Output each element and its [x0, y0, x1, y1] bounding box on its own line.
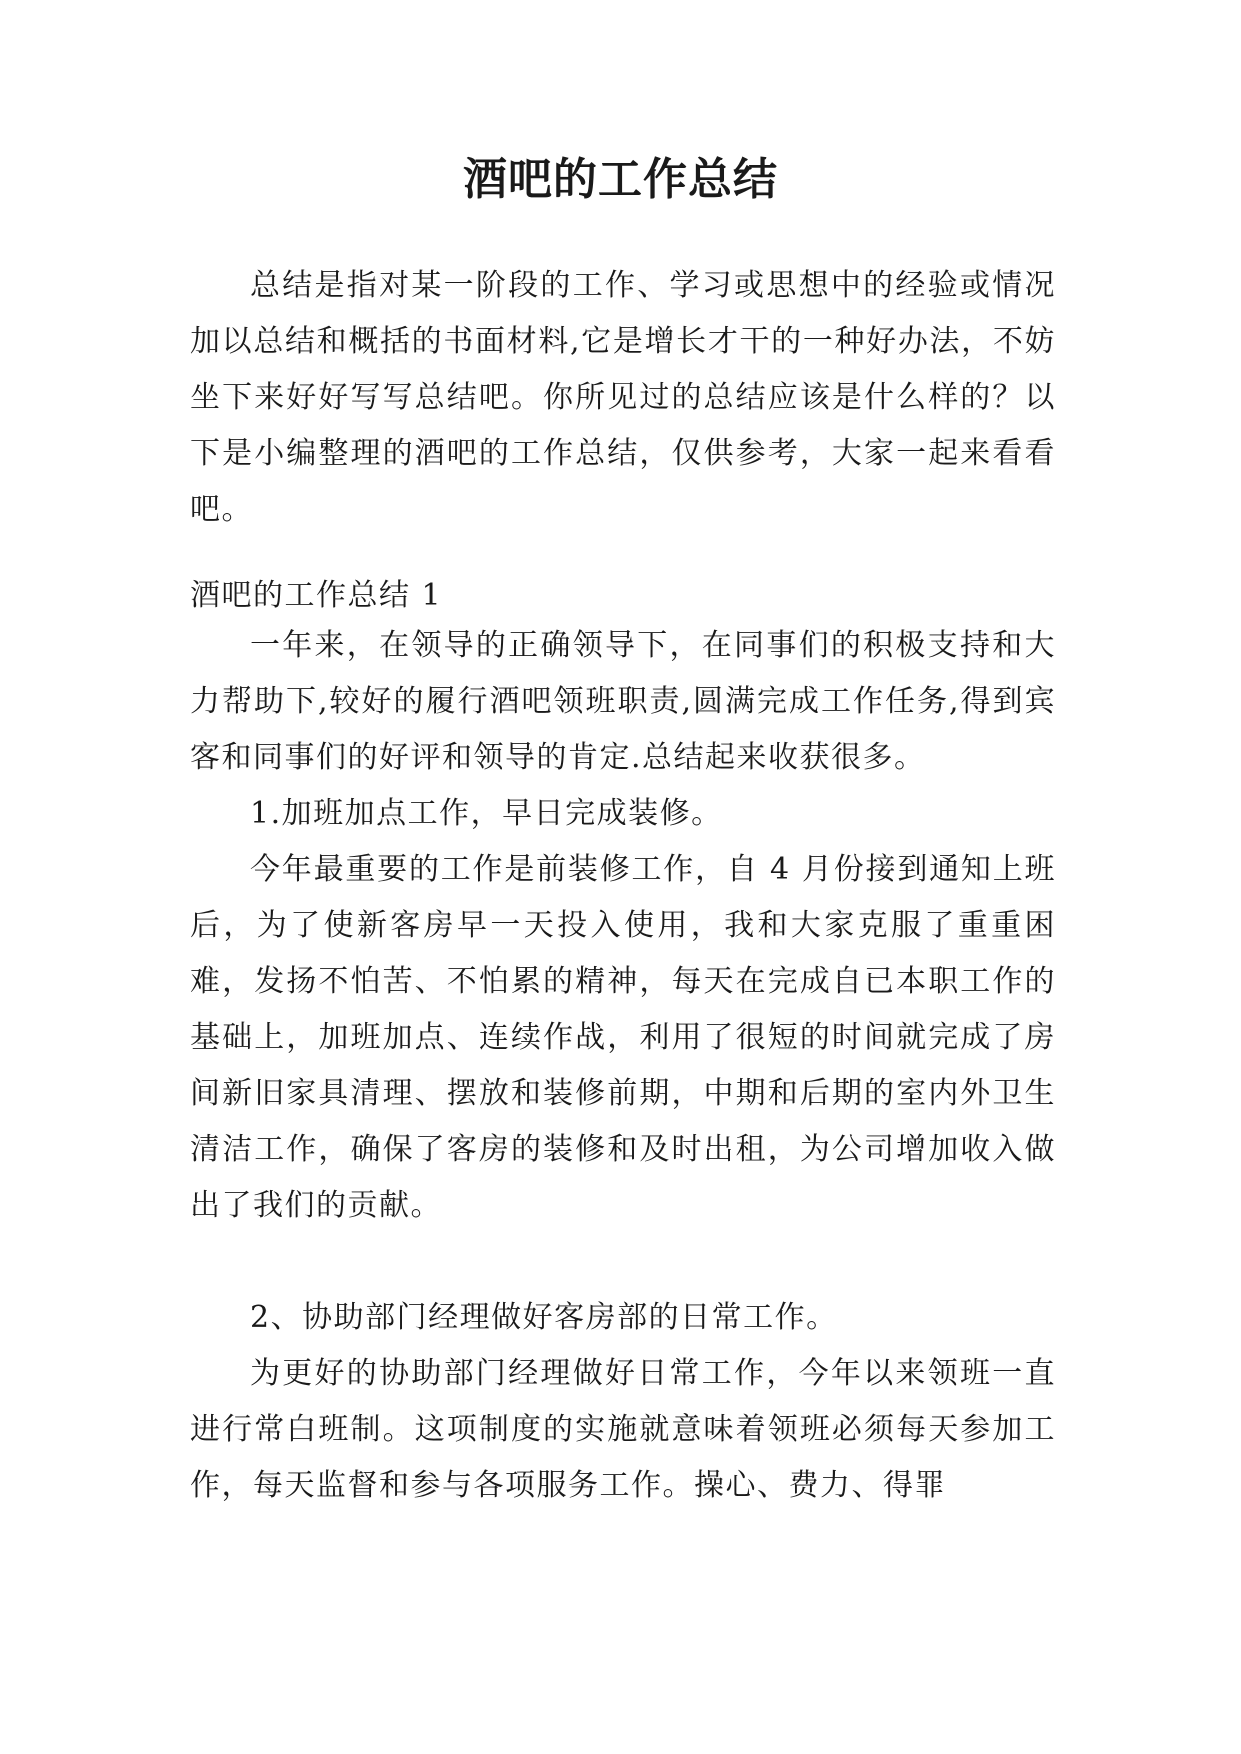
section-heading: 酒吧的工作总结 1 [190, 578, 443, 613]
paragraph-2: 1.加班加点工作，早日完成装修。 [250, 796, 723, 831]
document-title: 酒吧的工作总结 [463, 154, 778, 205]
intro-paragraph: 总结是指对某一阶段的工作、学习或思想中的经验或情况加以总结和概括的书面材料,它是增长才干的一种好办法，不妨坐下来好好写写总结吧。你所见过的总结应该是什么样的？以下是小编整理的酒吧的工作总结，仅供参考，大家一起来看看吧。 [190, 268, 1056, 527]
paragraph-5: 为更好的协助部门经理做好日常工作，今年以来领班一直进行常白班制。这项制度的实施就意味着领班必须每天参加工作，每天监督和参与各项服务工作。操心、费力、得罪 [190, 1356, 1056, 1503]
paragraph-1: 一年来，在领导的正确领导下，在同事们的积极支持和大力帮助下,较好的履行酒吧领班职责,圆满完成工作任务,得到宾客和同事们的好评和领导的肯定.总结起来收获很多。 [190, 628, 1056, 775]
paragraph-4: 2、协助部门经理做好客房部的日常工作。 [250, 1300, 838, 1335]
paragraph-3: 今年最重要的工作是前装修工作，自 4 月份接到通知上班后，为了使新客房早一天投入使用，我和大家克服了重重困难，发扬不怕苦、不怕累的精神，每天在完成自已本职工作的基础上，加班加点、连续作战，利用了很短的时间就完成了房间新旧家具清理、摆放和装修前期，中期和后期的室内外卫生清洁工作，确保了客房的装修和及时出租，为公司增加收入做出了我们的贡献。 [190, 852, 1056, 1223]
